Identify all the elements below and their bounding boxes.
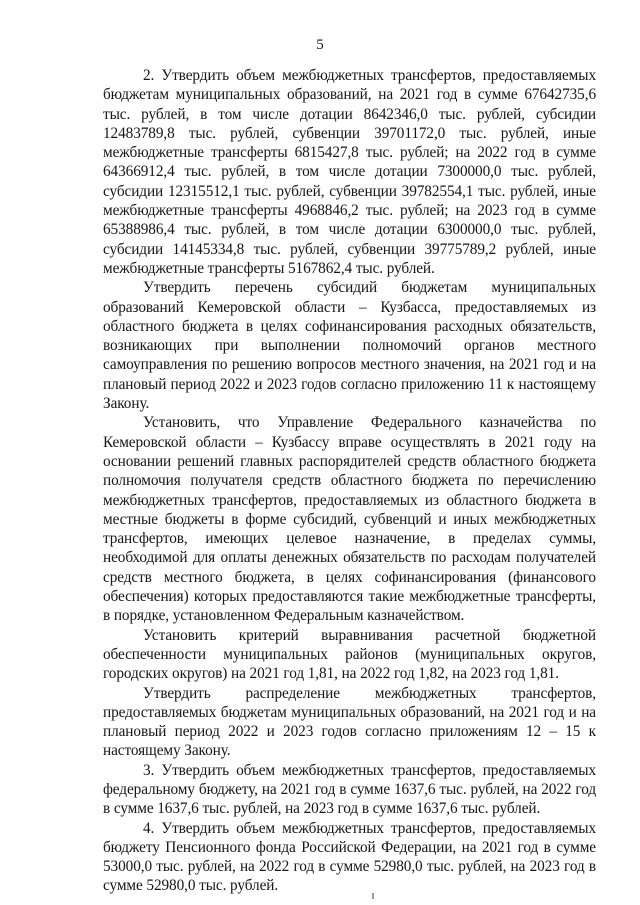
page-number: 5: [316, 37, 324, 53]
paragraph-section-3-federal-budget: 3. Утвердить объем межбюджетных трансфертов, предоставляемых федеральному бюджету, на 2021 год в сумме 1637,6 тыс. рублей, на 2022 год в сумме 1637,6 тыс. рублей, на 2023 год в сумме 1637,6 тыс. рублей.: [103, 761, 596, 818]
paragraph-subsidies-list: Утвердить перечень субсидий бюджетам муниципальных образований Кемеровской области – Кузбасса, предоставляемых из областного бюджета в целях софинансирования расходных обязательств, возникающих при выполнении полномочий органов местного самоуправления по решению вопросов местного значения, на 2021 год и на плановый период 2022 и 2023 годов согласно приложению 11 к настоящему Закону.: [103, 279, 596, 413]
paragraph-transfers-distribution: Утвердить распределение межбюджетных трансфертов, предоставляемых бюджетам муниципальных образований, на 2021 год и на плановый период 2022 и 2023 годов согласно приложениям 12 – 15 к настоящему Закону.: [103, 684, 596, 760]
paragraph-equalization-criterion: Установить критерий выравнивания расчетной бюджетной обеспеченности муниципальных районов (муниципальных округов, городских округов) на 2021 год 1,81, на 2022 год 1,82, на 2023 год 1,81.: [103, 626, 596, 683]
paragraph-treasury-powers: Установить, что Управление Федерального казначейства по Кемеровской области – Кузбассу вправе осуществлять в 2021 году на основании решений главных распорядителей средств областного бюджета полномочия получателя средств областного бюджета по перечислению межбюджетных трансфертов, предоставляемых из областного бюджета в местные бюджеты в форме субсидий, субвенций и иных межбюджетных трансфертов, имеющих целевое назначение, в пределах суммы, необходимой для оплаты денежных обязательств по расходам получателей средств местного бюджета, в целях софинансирования (финансового обеспечения) которых предоставляются такие межбюджетные трансферты, в порядке, установленном Федеральным казначейством.: [103, 414, 596, 625]
scan-artifact-mark: [372, 893, 374, 899]
paragraph-section-2-transfers-volume: 2. Утвердить объем межбюджетных трансфертов, предоставляемых бюджетам муниципальных образований, на 2021 год в сумме 67642735,6 тыс. рублей, в том числе дотации 8642346,0 тыс. рублей, субсидии 12483789,8 тыс. рублей, субвенции 39701172,0 тыс. рублей, иные межбюджетные трансферты 6815427,8 тыс. рублей; на 2022 год в сумме 64366912,4 тыс. рублей, в том числе дотации 7300000,0 тыс. рублей, субсидии 12315512,1 тыс. рублей, субвенции 39782554,1 тыс. рублей, иные межбюджетные трансферты 4968846,2 тыс. рублей; на 2023 год в сумме 65388986,4 тыс. рублей, в том числе дотации 6300000,0 тыс. рублей, субсидии 14145334,8 тыс. рублей, субвенции 39775789,2 рублей, иные межбюджетные трансферты 5167862,4 тыс. рублей.: [103, 67, 596, 277]
paragraph-section-4-pension-fund: 4. Утвердить объем межбюджетных трансфертов, предоставляемых бюджету Пенсионного фонда Российской Федерации, на 2021 год в сумме 53000,0 тыс. рублей, на 2022 год в сумме 52980,0 тыс. рублей, на 2023 год в сумме 52980,0 тыс. рублей.: [103, 819, 596, 895]
document-body: [103, 66, 596, 896]
